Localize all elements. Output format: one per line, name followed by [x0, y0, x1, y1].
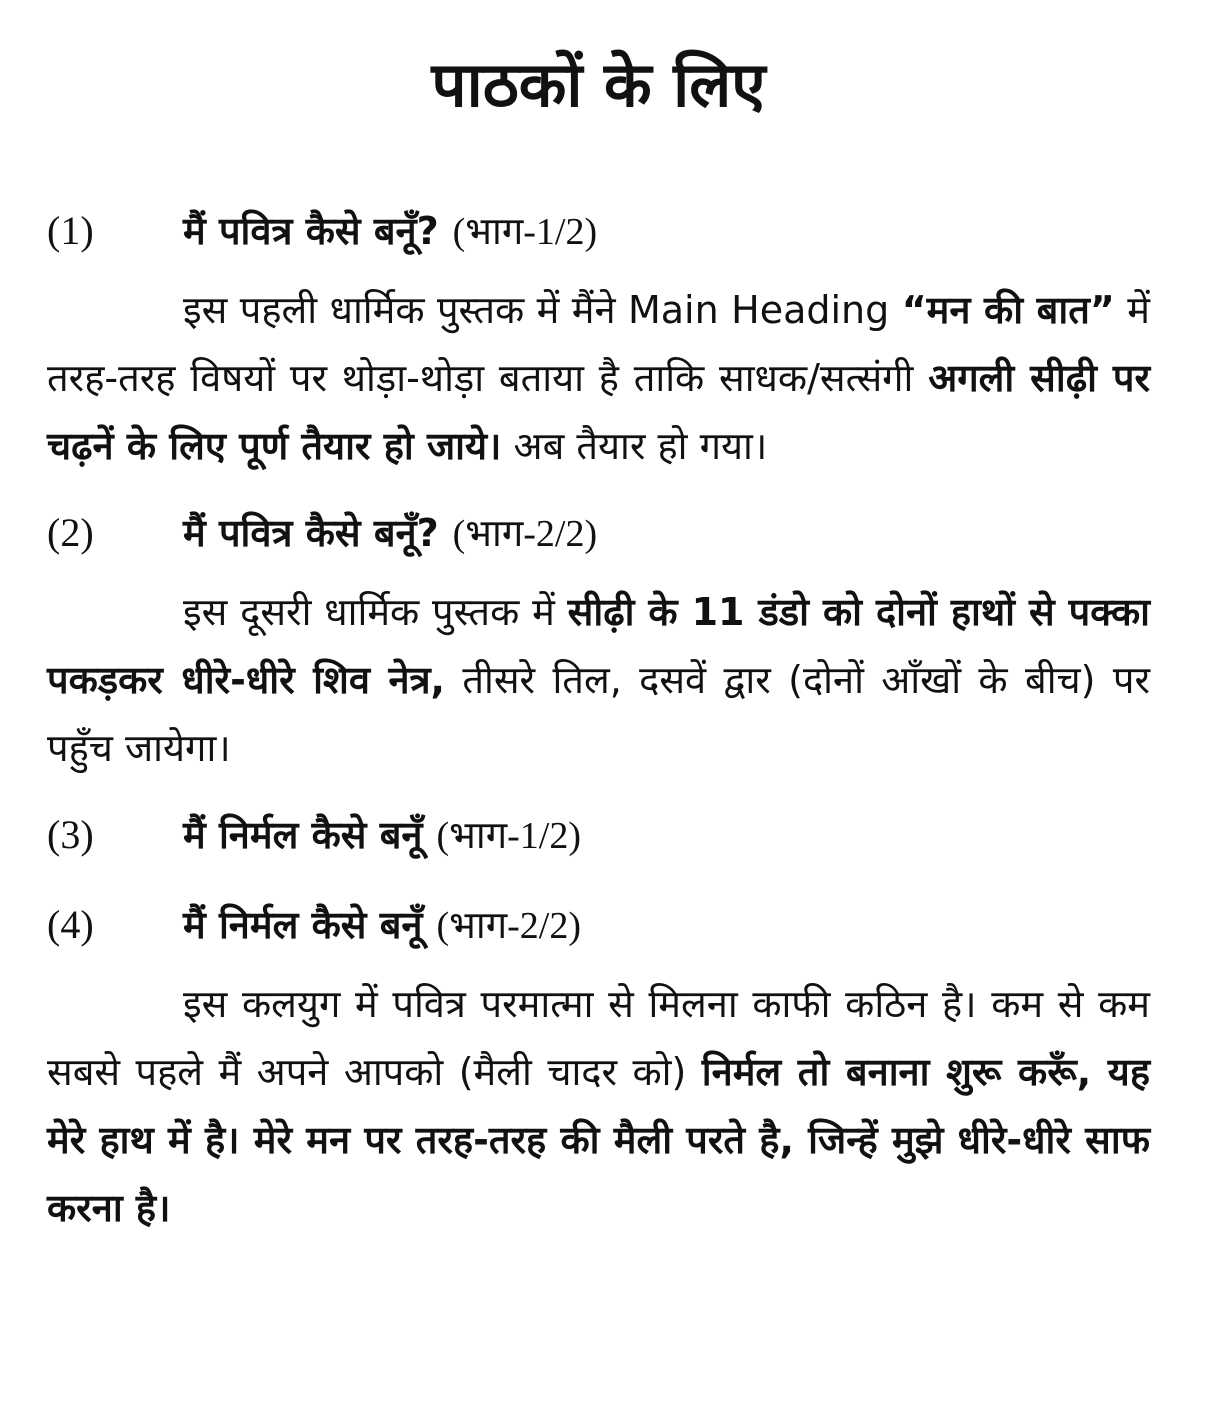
- text: इस कलयुग में पवित्र परमात्मा से मिलना काफी कठिन है। कम से कम सबसे पहले मैं अपने आपको (मैली चादर को): [47, 982, 1150, 1094]
- text: तीसरे तिल, दसवें द्वार (दोनों आँखों के बीच) पर पहुँच जायेगा।: [47, 658, 1150, 770]
- item-number: (4): [47, 902, 94, 947]
- bold-text: अगली सीढ़ी पर चढ़नें के लिए पूर्ण तैयार हो जाये।: [47, 356, 1150, 468]
- item-number: (1): [47, 208, 94, 253]
- text: इस दूसरी धार्मिक पुस्तक में: [183, 590, 568, 634]
- item-part: (भाग-1/2): [452, 211, 598, 253]
- bold-text: निर्मल तो बनाना शुरू करूँ, यह मेरे हाथ में है। मेरे मन पर तरह-तरह की मैली परते है, जिन्हें मुझे धीरे-धीरे साफ करना है।: [47, 1050, 1150, 1230]
- text: इस पहली धार्मिक पुस्तक में मैंने Main Heading: [183, 288, 902, 332]
- list-item-4: [47, 880, 1150, 970]
- item-heading: मैं पवित्र कैसे बनूँ?: [183, 209, 439, 253]
- item-part: (भाग-2/2): [436, 905, 581, 947]
- paragraph-2: [47, 578, 1150, 782]
- bold-text: “मन की बात”: [901, 288, 1115, 332]
- text: में तरह-तरह विषयों पर थोड़ा-थोड़ा बताया है ताकि साधक/सत्संगी: [47, 288, 1150, 400]
- paragraph-3: [47, 970, 1150, 1242]
- list-item-1: [47, 186, 1150, 276]
- item-number: (3): [47, 812, 94, 857]
- item-part: (भाग-2/2): [452, 513, 598, 555]
- page-title: पाठकों के लिए: [431, 48, 766, 121]
- item-heading: मैं निर्मल कैसे बनूँ: [183, 813, 423, 857]
- item-number: (2): [47, 510, 94, 555]
- list-item-3: [47, 790, 1150, 880]
- text: अब तैयार हो गया।: [501, 424, 768, 468]
- bold-text: सीढ़ी के 11 डंडो को दोनों हाथों से पक्का पकड़कर धीरे-धीरे शिव नेत्र,: [47, 590, 1151, 702]
- item-part: (भाग-1/2): [436, 815, 581, 857]
- item-heading: मैं पवित्र कैसे बनूँ?: [183, 511, 439, 555]
- item-heading: मैं निर्मल कैसे बनूँ: [183, 903, 423, 947]
- paragraph-1: [47, 276, 1150, 480]
- list-item-2: [47, 488, 1150, 578]
